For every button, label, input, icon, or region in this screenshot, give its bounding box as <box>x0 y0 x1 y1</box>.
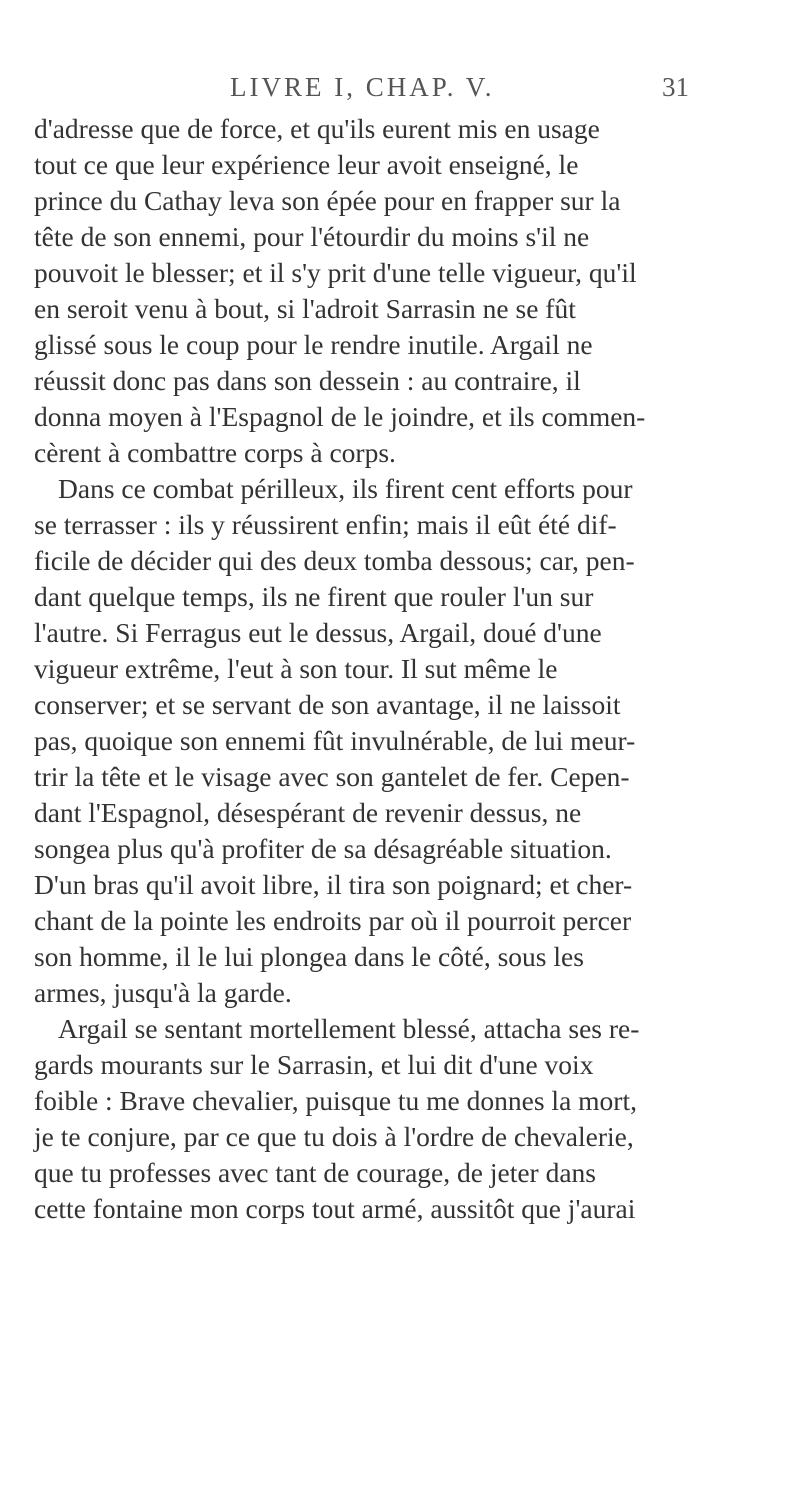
text-line: vigueur extrême, l'eut à son tour. Il sut même le <box>34 653 558 684</box>
paragraph-start-line: Argail se sentant mortellement blessé, attacha ses re- <box>58 1013 640 1044</box>
text-line: je te conjure, par ce que tu dois à l'ordre de chevalerie, <box>34 1121 634 1152</box>
text-line: cèrent à combattre corps à corps. <box>34 437 396 468</box>
text-line: D'un bras qu'il avoit libre, il tira son poignard; et cher- <box>34 869 633 900</box>
text-line: en seroit venu à bout, si l'adroit Sarrasin ne se fût <box>34 293 576 324</box>
text-line: tête de son ennemi, pour l'étourdir du moins s'il ne <box>34 221 590 252</box>
text-line: armes, jusqu'à la garde. <box>34 977 292 1008</box>
text-line: tout ce que leur expérience leur avoit enseigné, le <box>34 149 579 180</box>
text-line: pouvoit le blesser; et il s'y prit d'une telle vigueur, qu'il <box>34 257 637 288</box>
text-line: glissé sous le coup pour le rendre inutile. Argail ne <box>34 329 593 360</box>
text-line: pas, quoique son ennemi fût invulnérable, de lui meur- <box>34 725 636 756</box>
text-line: songea plus qu'à profiter de sa désagréable situation. <box>34 833 612 864</box>
page-number: 31 <box>662 72 689 102</box>
text-line: prince du Cathay leva son épée pour en frapper sur la <box>34 185 621 216</box>
text-line: trir la tête et le visage avec son gantelet de fer. Cepen- <box>34 761 630 792</box>
text-line: gards mourants sur le Sarrasin, et lui dit d'une voix <box>34 1049 594 1080</box>
text-line: dant quelque temps, ils ne firent que rouler l'un sur <box>34 581 594 612</box>
text-line: donna moyen à l'Espagnol de le joindre, et ils commen- <box>34 401 646 432</box>
text-line: réussit donc pas dans son dessein : au contraire, il <box>34 365 581 396</box>
text-line: foible : Brave chevalier, puisque tu me donnes la mort, <box>34 1085 637 1116</box>
text-line: ficile de décider qui des deux tomba dessous; car, pen- <box>34 545 635 576</box>
text-line: son homme, il le lui plongea dans le côté, sous les <box>34 941 584 972</box>
paragraph-start-line: Dans ce combat périlleux, ils firent cent efforts pour <box>58 473 633 504</box>
text-line: cette fontaine mon corps tout armé, aussitôt que j'aurai <box>34 1193 636 1224</box>
text-line: conserver; et se servant de son avantage, il ne laissoit <box>34 689 621 720</box>
running-title: LIVRE I, CHAP. V. <box>230 72 495 102</box>
text-line: d'adresse que de force, et qu'ils eurent mis en usage <box>34 113 600 144</box>
text-line: dant l'Espagnol, désespérant de revenir dessus, ne <box>34 797 582 828</box>
text-line: chant de la pointe les endroits par où il pourroit percer <box>34 905 632 936</box>
text-line: se terrasser : ils y réussirent enfin; mais il eût été dif- <box>34 509 617 540</box>
text-line: que tu professes avec tant de courage, de jeter dans <box>34 1157 596 1188</box>
text-line: l'autre. Si Ferragus eut le dessus, Argail, doué d'une <box>34 617 602 648</box>
